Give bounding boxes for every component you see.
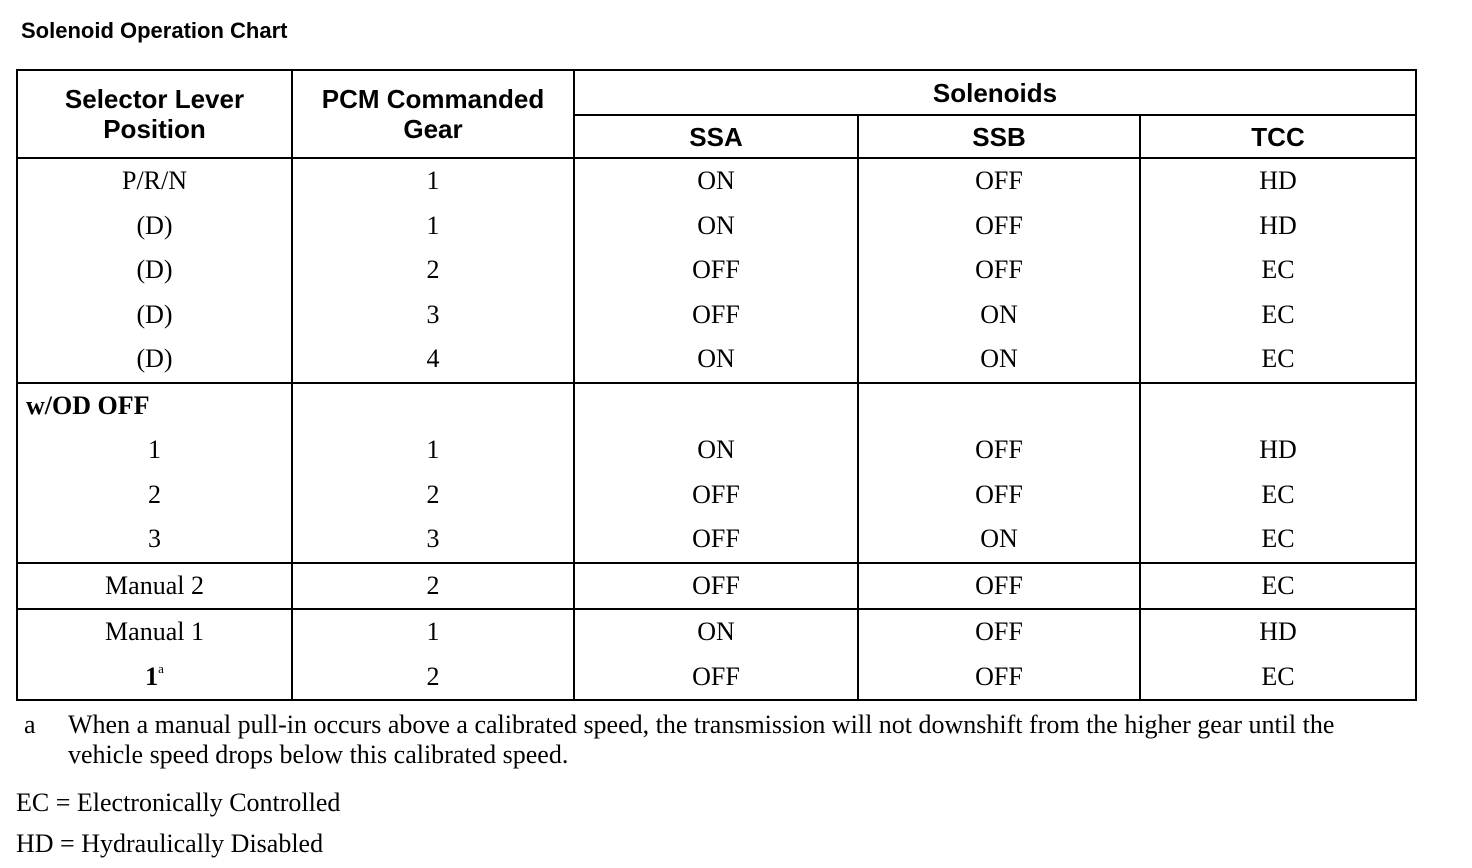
cell-ssa: ON [574,204,858,249]
empty-cell [858,383,1140,429]
section-label: w/OD OFF [17,383,292,429]
cell-selector-position [17,248,292,293]
footnote-text: When a manual pull-in occurs above a calibrated speed, the transmission will not downshift from the higher gear until the vehicle speed drops below this calibrated speed. [68,710,1335,769]
cell-ssa: ON [574,609,858,655]
position-text: (D) [136,344,173,374]
cell-tcc: EC [1140,563,1416,610]
position-text: (D) [136,299,173,329]
chart-title: Solenoid Operation Chart [21,18,288,43]
cell-tcc: EC [1140,473,1416,518]
cell-ssb: OFF [858,473,1140,518]
section-header-row [17,383,1416,429]
cell-gear: 2 [292,473,574,518]
position-text: (D) [136,255,173,285]
position-text: 3 [148,524,161,554]
table-row [17,248,1416,293]
cell-gear: 4 [292,337,574,383]
cell-ssa: OFF [574,473,858,518]
table-row [17,563,1416,610]
table-row [17,293,1416,338]
cell-tcc: HD [1140,158,1416,204]
cell-tcc: EC [1140,337,1416,383]
cell-ssb: ON [858,293,1140,338]
table-row [17,337,1416,383]
table-row [17,158,1416,204]
cell-ssa: ON [574,428,858,473]
cell-selector-position [17,293,292,338]
header-solenoids: Solenoids [574,70,1416,115]
table-row [17,609,1416,655]
header-ssa: SSA [574,115,858,158]
header-tcc: TCC [1140,115,1416,158]
position-text: P/R/N [121,166,188,196]
legend-hd: HD = Hydraulically Disabled [16,829,324,858]
table-row [17,428,1416,473]
header-ssb: SSB [858,115,1140,158]
cell-ssa: OFF [574,293,858,338]
position-text: (D) [136,210,173,240]
cell-ssb: OFF [858,248,1140,293]
solenoid-operation-table [16,69,1417,701]
table-row [17,473,1416,518]
footnote-marker: a [158,660,164,676]
empty-cell [292,383,574,429]
cell-gear: 3 [292,517,574,563]
cell-ssa: OFF [574,563,858,610]
cell-ssb: OFF [858,204,1140,249]
cell-gear: 1 [292,204,574,249]
cell-selector-position [17,337,292,383]
cell-selector-position [17,473,292,518]
cell-selector-position [17,158,292,204]
cell-selector-position [17,428,292,473]
cell-ssb: ON [858,337,1140,383]
footnote [24,710,1404,770]
cell-ssb: OFF [858,609,1140,655]
position-text: Manual 1 [105,617,204,647]
cell-ssb: ON [858,517,1140,563]
cell-tcc: HD [1140,609,1416,655]
header-selector-lever-position: Selector Lever Position [17,70,292,158]
cell-tcc: HD [1140,428,1416,473]
cell-ssb: OFF [858,563,1140,610]
cell-tcc: HD [1140,204,1416,249]
legend-ec: EC = Electronically Controlled [16,788,341,817]
cell-tcc: EC [1140,293,1416,338]
cell-tcc: EC [1140,248,1416,293]
cell-gear: 3 [292,293,574,338]
table-row [17,655,1416,701]
table-row [17,517,1416,563]
cell-selector-position [17,204,292,249]
cell-gear: 1 [292,609,574,655]
cell-gear: 1 [292,158,574,204]
cell-selector-position [17,563,292,610]
empty-cell [1140,383,1416,429]
cell-selector-position [17,609,292,655]
cell-gear: 2 [292,655,574,701]
cell-ssb: OFF [858,428,1140,473]
cell-gear: 2 [292,563,574,610]
cell-selector-position [17,655,292,701]
cell-selector-position [17,517,292,563]
position-text: 1 [145,661,159,691]
cell-ssb: OFF [858,655,1140,701]
cell-ssa: ON [574,158,858,204]
cell-gear: 2 [292,248,574,293]
position-text: 2 [148,479,161,509]
footnote-key: a [24,710,36,739]
cell-ssb: OFF [858,158,1140,204]
cell-tcc: EC [1140,655,1416,701]
cell-ssa: OFF [574,517,858,563]
cell-gear: 1 [292,428,574,473]
table-row [17,204,1416,249]
position-text: Manual 2 [105,570,204,600]
cell-ssa: OFF [574,248,858,293]
cell-tcc: EC [1140,517,1416,563]
empty-cell [574,383,858,429]
table-body [17,158,1416,700]
header-pcm-commanded-gear: PCM Commanded Gear [292,70,574,158]
position-text: 1 [148,435,161,465]
cell-ssa: OFF [574,655,858,701]
cell-ssa: ON [574,337,858,383]
